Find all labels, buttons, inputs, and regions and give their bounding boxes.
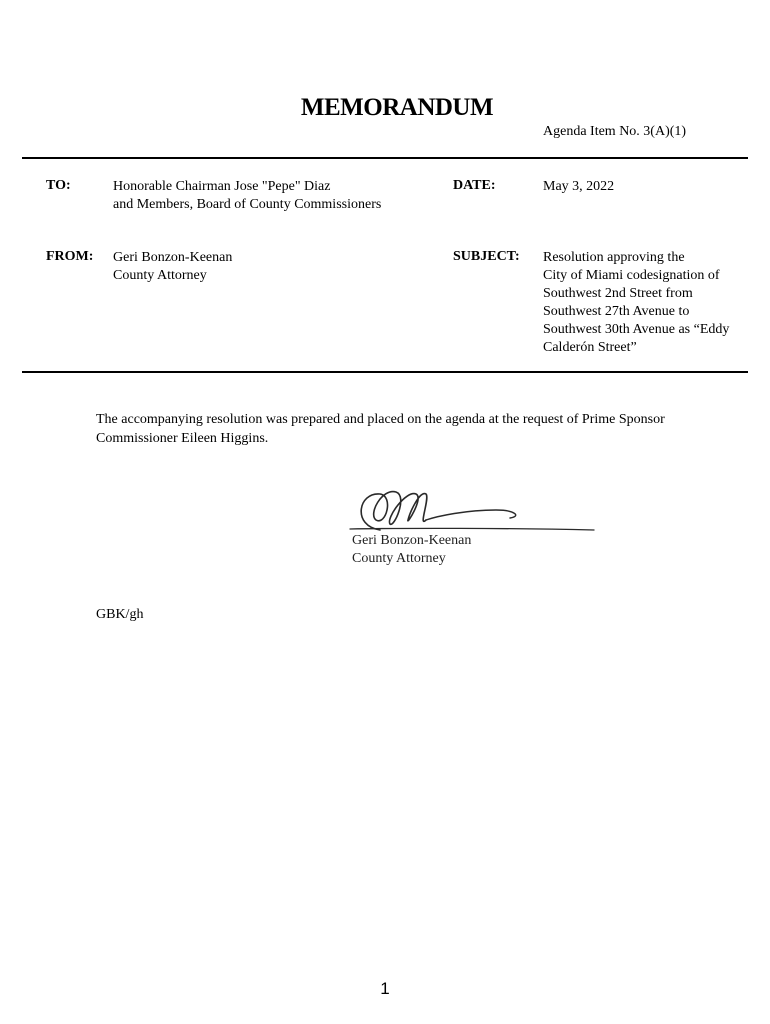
agenda-item-number: Agenda Item No. 3(A)(1) — [543, 124, 687, 139]
body-line: The accompanying resolution was prepared and placed on the agenda at the request of Prime Sponsor — [96, 412, 665, 427]
header-bottom-rule — [22, 371, 748, 373]
subject-line: City of Miami codesignation of — [543, 268, 720, 283]
to-label: TO: — [46, 178, 71, 193]
from-sender — [113, 249, 232, 285]
body-paragraph — [96, 410, 736, 448]
subject-line: Southwest 2nd Street from — [543, 286, 693, 301]
date-value: May 3, 2022 — [543, 179, 615, 194]
memo-title: MEMORANDUM — [300, 94, 494, 121]
from-line: Geri Bonzon-Keenan — [113, 250, 233, 265]
handwritten-signature — [346, 480, 596, 540]
signature-loops — [361, 492, 427, 530]
subject-text — [543, 249, 729, 357]
page-number: 1 — [380, 979, 390, 998]
from-label: FROM: — [46, 249, 94, 264]
signature-underline — [350, 528, 594, 530]
subject-line: Resolution approving the — [543, 250, 685, 265]
signature-block — [352, 532, 471, 568]
to-line: Honorable Chairman Jose "Pepe" Diaz — [113, 179, 331, 194]
subject-line: Southwest 27th Avenue to — [543, 304, 690, 319]
signer-name: Geri Bonzon-Keenan — [352, 533, 472, 548]
subject-line: Calderón Street” — [543, 340, 637, 355]
body-line: Commissioner Eileen Higgins. — [96, 431, 269, 446]
subject-line: Southwest 30th Avenue as “Eddy — [543, 322, 730, 337]
signer-title: County Attorney — [352, 551, 446, 566]
signature-tail — [426, 510, 516, 520]
to-line: and Members, Board of County Commissioners — [113, 197, 382, 212]
subject-label: SUBJECT: — [453, 249, 520, 264]
typist-initials: GBK/gh — [96, 607, 144, 622]
to-recipients — [113, 178, 381, 214]
from-line: County Attorney — [113, 268, 207, 283]
header-top-rule — [22, 157, 748, 159]
date-label: DATE: — [453, 178, 496, 193]
